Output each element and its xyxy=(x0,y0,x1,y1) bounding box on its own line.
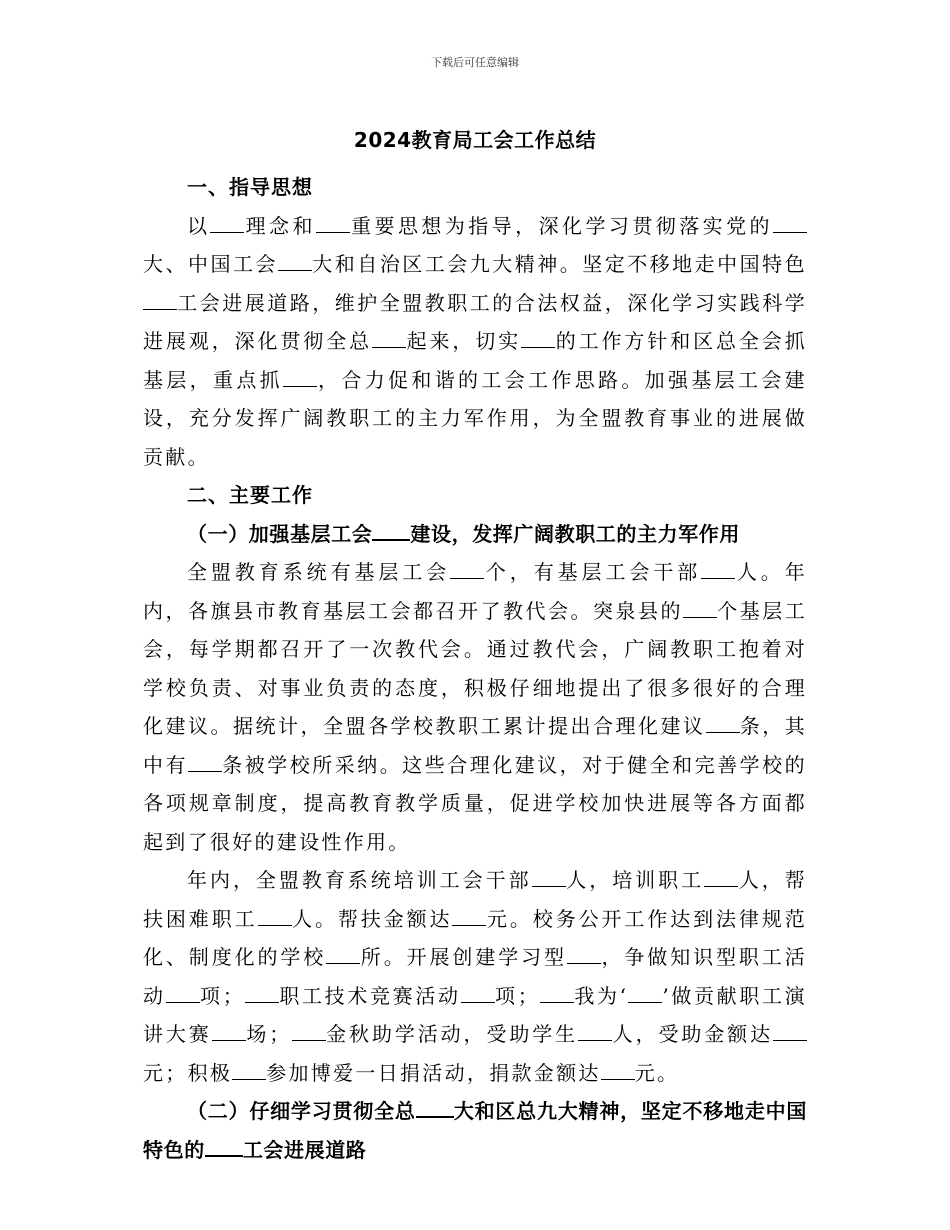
fill-blank xyxy=(578,1022,612,1041)
fill-blank xyxy=(143,291,177,310)
document-title: 2024教育局工会工作总结 xyxy=(353,128,597,152)
fill-blank xyxy=(245,984,279,1003)
fill-blank xyxy=(628,984,662,1003)
fill-blank xyxy=(416,1098,454,1118)
fill-blank xyxy=(450,560,484,579)
paragraph-grassroots-union: 全盟教育系统有基层工会 个，有基层工会干部 人。年内，各旗县市教育基层工会都召开了教代会。突泉县的 个基层工会，每学期都召开了一次教代会。通过教代会，广阔教职工抱着对学校负责、对事业负责的态度，积极仔细地提出了很多很好的合理化建议。据统计，全盟各学校教职工累计提出合理化建议 条，其中有 条被学校所采纳。这些合理化建议，对于健全和完善学校的各项规章制度，提高教育教学质量，促进学校加快进展等各方面都起到了很好的建设性作用。 xyxy=(143,560,807,854)
fill-blank xyxy=(166,984,200,1003)
fill-blank xyxy=(683,599,717,618)
sub-heading-study-spirit: （二）仔细学习贯彻全总 大和区总九大精神，坚定不移地走中国特色的 工会进展道路 xyxy=(143,1099,807,1162)
document-body xyxy=(143,168,807,1169)
paragraph-guiding-ideology: 以 理念和 重要思想为指导，深化学习贯彻落实党的大、中国工会 大和自治区工会九大精神。坚定不移地走中国特色工会进展道路，维护全盟教职工的合法权益，深化学习实践科学进展观，深化贯彻全总 起来，切实 的工作方针和区总全会抓基层，重点抓 ，合力促和谐的工会工作思路。加强基层工会建设，充分发挥广阔教职工的主力军作用，为全盟教育事业的进展做贡献。 xyxy=(143,213,808,469)
section-heading-main-work: 二、主要工作 xyxy=(187,483,313,507)
fill-blank xyxy=(452,907,486,926)
fill-blank xyxy=(532,868,566,887)
fill-blank xyxy=(372,521,410,541)
fill-blank xyxy=(205,1137,243,1157)
header-note: 下载后可任意编辑 xyxy=(431,56,519,69)
section-heading-guiding-ideology: 一、指导思想 xyxy=(187,175,313,199)
fill-blank xyxy=(567,945,601,964)
fill-blank xyxy=(701,560,735,579)
fill-blank xyxy=(232,1061,266,1080)
fill-blank xyxy=(278,252,312,271)
fill-blank xyxy=(210,214,244,233)
sub-heading-grassroots-union: （一）加强基层工会 建设，发挥广阔教职工的主力军作用 xyxy=(187,521,741,546)
fill-blank xyxy=(461,984,495,1003)
paragraph-annual-activities: 年内，全盟教育系统培训工会干部 人，培训职工 人，帮扶困难职工 人。帮扶金额达 元。校务公开工作达到法律规范化、制度化的学校 所。开展创建学习型 ，争做知识型职工活动 项； 职工技术竞赛活动 项； 我为‘ ’做贡献职工演讲大赛 场； 金秋助学活动，受助学生 人，受助金额达元；积极 参加博爱一日捐活动，捐款金额达 元。 xyxy=(143,868,808,1085)
fill-blank xyxy=(372,329,406,348)
fill-blank xyxy=(540,984,574,1003)
fill-blank xyxy=(188,753,222,772)
fill-blank xyxy=(283,368,317,387)
fill-blank xyxy=(706,714,740,733)
fill-blank xyxy=(773,1022,807,1041)
fill-blank xyxy=(326,945,360,964)
fill-blank xyxy=(258,907,292,926)
fill-blank xyxy=(316,214,350,233)
fill-blank xyxy=(521,329,555,348)
fill-blank xyxy=(601,1061,635,1080)
fill-blank xyxy=(212,1022,246,1041)
fill-blank xyxy=(773,214,807,233)
fill-blank xyxy=(292,1022,326,1041)
fill-blank xyxy=(704,868,738,887)
